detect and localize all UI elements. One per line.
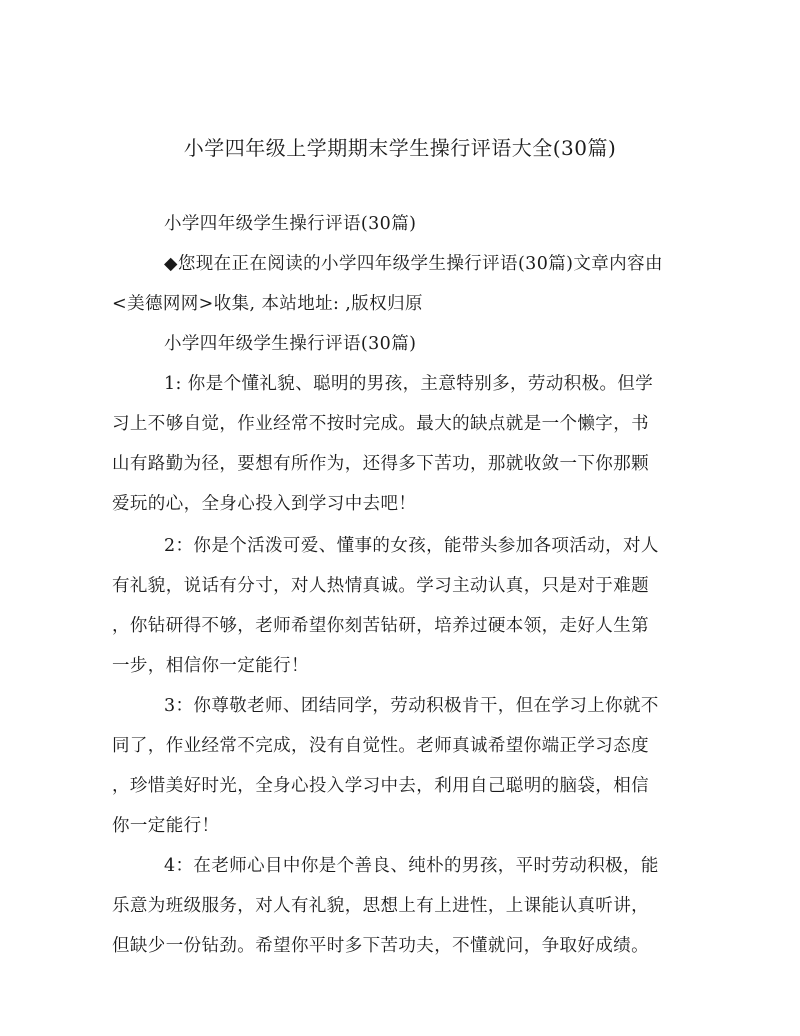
subtitle-heading: 小学四年级学生操行评语(30篇) [164, 214, 417, 234]
paragraph-line: 乐意为班级服务，对人有礼貌，思想上有上进性，上课能认真听讲， [112, 896, 649, 916]
paragraph-line: 你一定能行！ [112, 816, 220, 836]
document-title: 小学四年级上学期期末学生操行评语大全(30篇) [183, 136, 617, 160]
paragraph-line: 山有路勤为径，要想有所作为，还得多下苦功，那就收敛一下你那颗 [112, 454, 649, 474]
paragraph-line: 但缺少一份钻劲。希望你平时多下苦功夫，不懂就问，争取好成绩。 [112, 936, 649, 956]
paragraph-line: 同了，作业经常不完成，没有自觉性。老师真诚希望你端正学习态度 [112, 736, 649, 756]
notice-line: <美德网网>收集, 本站地址: ,版权归原 [112, 294, 423, 314]
paragraph-line: ，你钻研得不够，老师希望你刻苦钻研，培养过硬本领，走好人生第 [112, 616, 649, 636]
paragraph-line: 2：你是个活泼可爱、懂事的女孩，能带头参加各项活动，对人 [164, 536, 659, 556]
paragraph-line: 习上不够自觉，作业经常不按时完成。最大的缺点就是一个懒字，书 [112, 414, 649, 434]
paragraph-line: 爱玩的心，全身心投入到学习中去吧！ [112, 494, 417, 514]
paragraph-line: 一步，相信你一定能行！ [112, 656, 309, 676]
paragraph-line: 4：在老师心目中你是个善良、纯朴的男孩，平时劳动积极，能 [164, 856, 659, 876]
paragraph-line: ，珍惜美好时光，全身心投入学习中去，利用自己聪明的脑袋，相信 [112, 776, 649, 796]
paragraph-line: 有礼貌，说话有分寸，对人热情真诚。学习主动认真，只是对于难题 [112, 576, 649, 596]
subtitle-heading: 小学四年级学生操行评语(30篇) [164, 334, 417, 354]
paragraph-line: 1: 你是个懂礼貌、聪明的男孩，主意特别多，劳动积极。但学 [164, 374, 654, 394]
paragraph-line: 3：你尊敬老师、团结同学，劳动积极肯干，但在学习上你就不 [164, 696, 659, 716]
notice-line: ◆您现在正在阅读的小学四年级学生操行评语(30篇)文章内容由 [164, 254, 663, 274]
